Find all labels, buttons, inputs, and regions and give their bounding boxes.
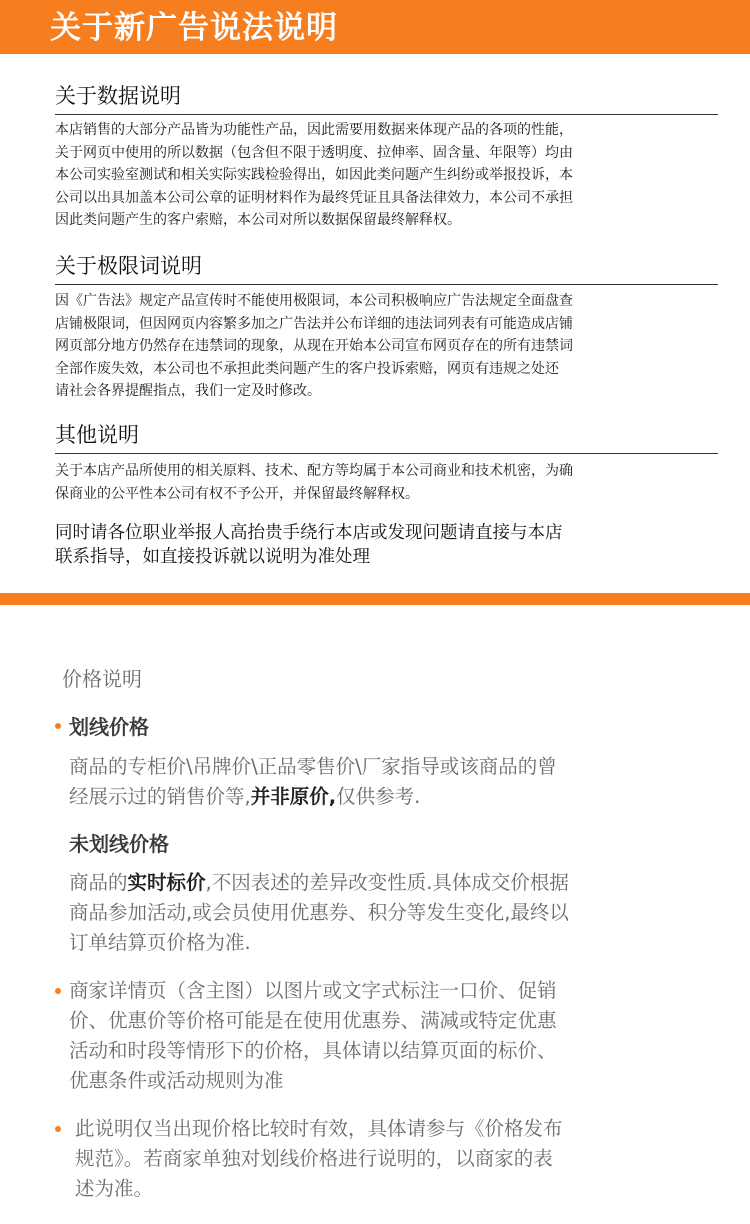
text-line: 关于本店产品所使用的相关原料、技术、配方等均属于本公司商业和技术机密，为确 xyxy=(55,463,573,479)
reporter-note xyxy=(55,521,735,569)
text-line: 商家详情页（含主图）以图片或文字式标注一口价、促销 xyxy=(69,979,557,1002)
emphasis-text: 实时标价 xyxy=(127,871,206,894)
text-line: 全部作废失效，本公司也不承担此类问题产生的客户投诉索赔，网页有违规之处还 xyxy=(55,360,559,377)
strike-price-title: 划线价格 xyxy=(69,715,149,739)
text-line: 述为准。 xyxy=(75,1177,154,1200)
section-rule xyxy=(55,284,718,285)
text-line: 关于网页中使用的所以数据（包含但不限于透明度、拉伸率、固含量、年限等）均由 xyxy=(55,144,573,161)
section-rule xyxy=(55,453,718,454)
text-line xyxy=(69,782,557,812)
text-line: 商品参加活动,或会员使用优惠券、积分等发生变化,最终以 xyxy=(69,901,569,924)
emphasis-text: 并非原价, xyxy=(250,785,337,808)
text-line: 请社会各界提醒指点，我们一定及时修改。 xyxy=(55,383,321,399)
validity-note-body xyxy=(75,1114,563,1204)
text-line: 网页部分地方仍然存在违禁词的现象，从现在开始本公司宣布网页存在的所有违禁词 xyxy=(55,338,573,354)
bullet-dot-icon xyxy=(55,723,61,729)
text-line xyxy=(69,868,569,898)
text-line: 因此类问题产生的客户索赔，本公司对所以数据保留最终解释权。 xyxy=(55,212,461,228)
section-body-extreme-words xyxy=(55,290,727,403)
text-line: 同时请各位职业举报人高抬贵手绕行本店或发现问题请直接与本店 xyxy=(55,523,563,543)
section-rule xyxy=(55,114,718,115)
text-line: 订单结算页价格为准. xyxy=(69,931,251,954)
section-divider xyxy=(0,593,750,605)
nonstrike-price-title: 未划线价格 xyxy=(69,832,169,856)
text-line: 店铺极限词，但因网页内容繁多加之广告法并公布详细的违法词列表有可能造成店铺 xyxy=(55,315,573,332)
detail-page-price-body xyxy=(69,976,557,1096)
text-line: 因《广告法》规定产品宣传时不能使用极限词，本公司积极响应广告法规定全面盘查 xyxy=(55,293,573,309)
nonstrike-price-body xyxy=(69,868,569,958)
header-bar xyxy=(0,0,750,54)
text-line: 价、优惠价等价格可能是在使用优惠券、满减或特定优惠 xyxy=(69,1009,557,1032)
bullet-dot-icon xyxy=(55,1126,61,1132)
text-line: 此说明仅当出现价格比较时有效，具体请参与《价格发布 xyxy=(75,1117,563,1140)
text-line: 本公司实验室测试和相关实际实践检验得出，如因此类问题产生纠纷或举报投诉，本 xyxy=(55,167,573,183)
text-line: 保商业的公平性本公司有权不予公开，并保留最终解释权。 xyxy=(55,485,419,502)
text-span: ,不因表述的差异改变性质.具体成交价根据 xyxy=(205,871,569,894)
text-span: 仅供参考. xyxy=(336,785,421,808)
strike-price-body xyxy=(69,752,557,812)
text-line: 本店销售的大部分产品皆为功能性产品，因此需要用数据来体现产品的各项的性能， xyxy=(55,122,573,138)
section-body-other xyxy=(55,460,727,505)
text-line: 优惠条件或活动规则为准 xyxy=(69,1069,284,1092)
section-title-other: 其他说明 xyxy=(55,423,139,447)
section-body-data xyxy=(55,119,727,232)
price-heading: 价格说明 xyxy=(62,667,142,691)
page-title: 关于新广告说法说明 xyxy=(50,10,338,46)
text-line: 联系指导，如直接投诉就以说明为准处理 xyxy=(55,547,370,567)
text-line: 公司以出具加盖本公司公章的证明材料作为最终凭证且具备法律效力，本公司不承担 xyxy=(55,189,573,206)
text-span: 经展示过的销售价等, xyxy=(69,785,251,808)
text-line: 商品的专柜价\吊牌价\正品零售价\厂家指导或该商品的曾 xyxy=(69,755,557,778)
bullet-dot-icon xyxy=(55,988,61,994)
section-title-extreme-words: 关于极限词说明 xyxy=(55,254,202,278)
text-line: 活动和时段等情形下的价格，具体请以结算页面的标价、 xyxy=(69,1039,557,1062)
section-title-data: 关于数据说明 xyxy=(55,84,181,108)
text-span: 商品的 xyxy=(69,871,128,894)
text-line: 规范》。若商家单独对划线价格进行说明的，以商家的表 xyxy=(75,1147,553,1170)
